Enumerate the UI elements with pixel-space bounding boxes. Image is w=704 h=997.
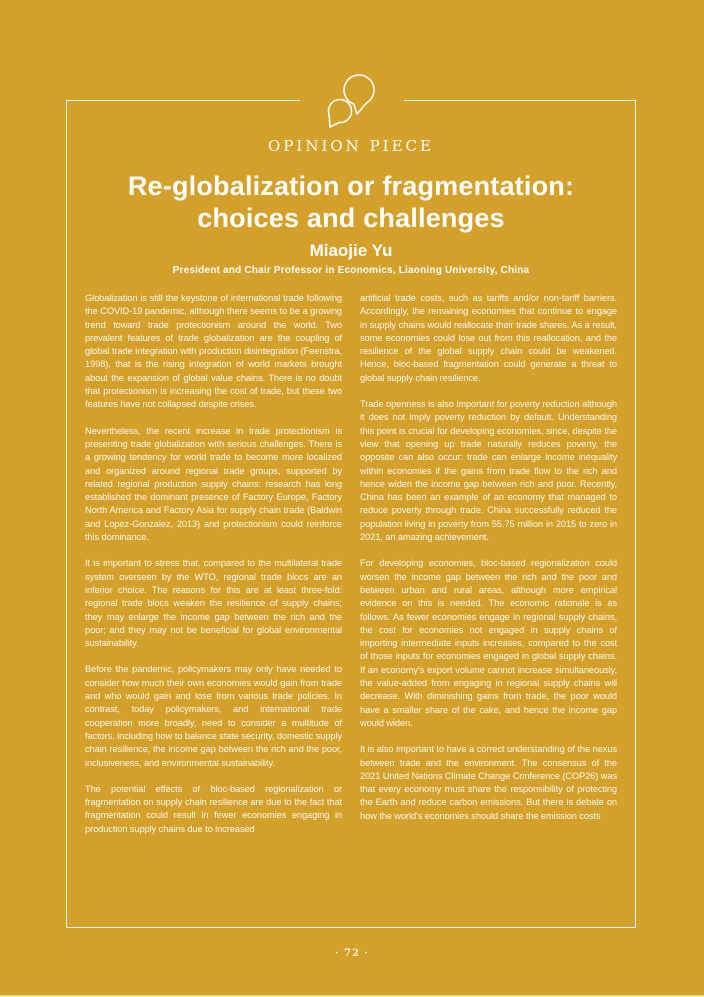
article-paragraph: The potential effects of bloc-based regionalization or fragmentation on supply chain resilience are due to the fact that fragmentation could result in fewer economies engaging in production supply chains due to increased	[85, 783, 342, 834]
author-affiliation: President and Chair Professor in Economics, Liaoning University, China	[172, 265, 530, 276]
article-paragraph: It is also important to have a correct understanding of the nexus between trade and the environment. The consensus of the 2021 United Nations Climate Change Conference (COP26) was that every economy must share the responsibility of protecting the Earth and reduce carbon emissions. But there is debate on how the world's economies should share the emission costs	[360, 744, 617, 821]
column-left	[85, 292, 342, 849]
article-paragraph: Nevertheless, the recent increase in trade protectionism is presenting trade globalization with serious challenges. There is a growing tendency for world trade to become more localized and organized around regional trade groups, supported by related regional production supply chains: research has long established the dominant presence of Factory Europe, Factory North America and Factory Asia for supply chain trade (Baldwin and Lopez-Gonzalez, 2013) and protectionism could reinforce this dominance.	[85, 425, 342, 543]
article-paragraph: Trade openness is also important for poverty reduction although it does not imply poverty reduction by default. Understanding this point is crucial for developing economies, since, despite the view that opening up trade naturally reduces poverty, the opposite can also occur: trade can enlarge income inequality within economies if the gains from trade flow to the rich and hence widen the income gap between rich and poor. Recently, China has been an example of an economy that managed to reduce poverty through trade. China successfully reduced the population living in poverty from 55.75 million in 2015 to zero in 2021, an amazing achievement.	[360, 399, 617, 543]
speech-bubbles-icon	[323, 71, 381, 133]
kicker: OPINION PIECE	[268, 137, 434, 155]
title-line-2: choices and challenges	[197, 203, 505, 233]
header-icon-wrap	[300, 71, 404, 133]
title-line-1: Re-globalization or fragmentation:	[127, 171, 575, 201]
article-frame	[66, 100, 636, 928]
column-right	[360, 292, 617, 849]
article-title	[67, 170, 635, 234]
article-paragraph: Globalization is still the keystone of international trade following the COVID-19 pandemic, although there seems to be a growing trend toward trade protectionism around the world. Two prevalent features of trade globalization are the coupling of global trade integration with production disintegration (Feenstra, 1998), that is the rising integration of world markets brought about the expansion of global value chains. There is no doubt that protectionism is increasing the cost of trade, but these two features have not collapsed despite crises.	[85, 293, 342, 410]
article-body	[85, 292, 617, 849]
article-paragraph: For developing economies, bloc-based regionalization could worsen the income gap between the rich and the poor and between urban and rural areas, although more empirical evidence on this is needed. The economic rationale is as follows. As fewer economies engage in regional supply chains, the cost for economies not engaged in supply chains of importing intermediate inputs increases, compared to the cost of those inputs for economies engaged in global supply chains. If an economy's export volume cannot increase simultaneously, the value-added from engaging in regional supply chains will decrease. With diminishing gains from trade, the poor would have a smaller share of the cake, and hence the income gap would widen.	[360, 558, 617, 728]
author-name: Miaojie Yu	[309, 241, 393, 260]
page-number: · 72 ·	[335, 948, 369, 959]
article-header	[67, 138, 635, 277]
article-paragraph: Before the pandemic, policymakers may only have needed to consider how much their own economies would gain from trade and who would gain and lose from various trade policies. In contrast, today policymakers, and international trade cooperation more broadly, need to consider a multitude of factors, including how to balance state security, domestic supply chain resilience, the income gap between the rich and the poor, inclusiveness, and environmental sustainability.	[85, 664, 342, 768]
article-paragraph: artificial trade costs, such as tariffs and/or non-tariff barriers. Accordingly, the remaining economies that continue to engage in supply chains would reallocate their trade shares. As a result, some economies could lose out from this reallocation, and the resilience of the global supply chain could be weakened. Hence, bloc-based fragmentation could generate a threat to global supply chain resilience.	[360, 293, 617, 383]
article-paragraph: It is important to stress that, compared to the multilateral trade system overseen by the WTO, regional trade blocs are an inferior choice. The reasons for this are at least three-fold: regional trade blocs weaken the resilience of supply chains; they may enlarge the income gap between the rich and the poor; and they may not be beneficial for global environmental sustainability.	[85, 558, 342, 649]
